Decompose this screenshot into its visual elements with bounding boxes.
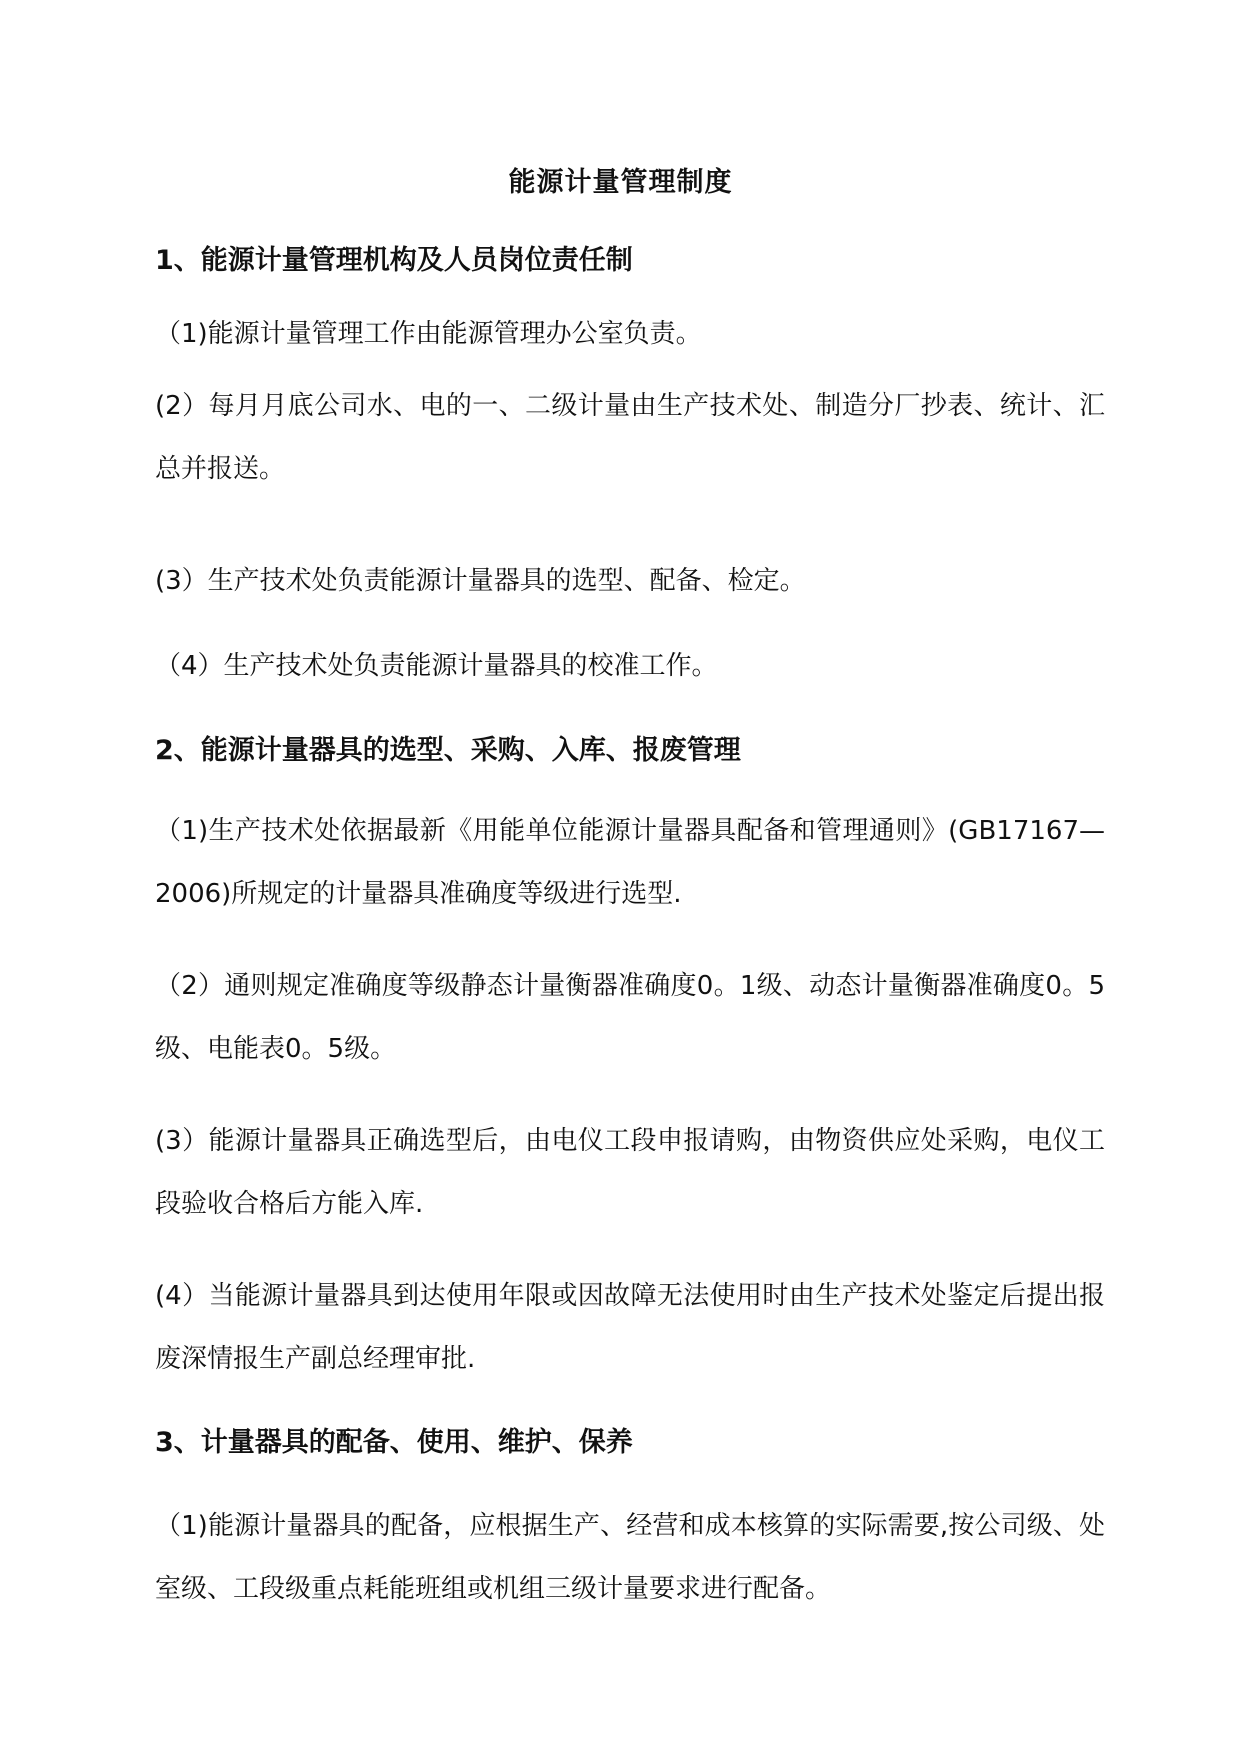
section-2-item-1-text: （1)生产技术处依据最新《用能单位能源计量器具配备和管理通则》(GB17167—2006)所规定的计量器具准确度等级进行选型.	[155, 816, 1105, 909]
section-3-item-1	[155, 1495, 1105, 1621]
section-2-item-2-text: （2）通则规定准确度等级静态计量衡器准确度0。1级、动态计量衡器准确度0。5级、电能表0。5级。	[155, 971, 1105, 1064]
section-1-heading: 1、能源计量管理机构及人员岗位责任制	[155, 245, 633, 276]
section-3-heading: 3、计量器具的配备、使用、维护、保养	[155, 1427, 633, 1458]
section-2-item-4	[155, 1265, 1105, 1391]
section-2-item-2	[155, 955, 1105, 1081]
section-1-item-2	[155, 375, 1105, 501]
section-3-item-1-text: （1)能源计量器具的配备，应根据生产、经营和成本核算的实际需要,按公司级、处室级、工段级重点耗能班组或机组三级计量要求进行配备。	[155, 1511, 1105, 1604]
section-1-item-4: （4）生产技术处负责能源计量器具的校准工作。	[155, 651, 718, 681]
document-title: 能源计量管理制度	[508, 167, 733, 198]
section-1-item-3: (3）生产技术处负责能源计量器具的选型、配备、检定。	[155, 566, 806, 596]
section-1-item-2-text: (2）每月月底公司水、电的一、二级计量由生产技术处、制造分厂抄表、统计、汇总并报送。	[155, 391, 1105, 484]
section-2-heading: 2、能源计量器具的选型、采购、入库、报废管理	[155, 735, 741, 766]
section-2-item-3	[155, 1110, 1105, 1236]
section-1-item-1: （1)能源计量管理工作由能源管理办公室负责。	[155, 319, 702, 349]
section-2-item-4-text: (4）当能源计量器具到达使用年限或因故障无法使用时由生产技术处鉴定后提出报废深情报生产副总经理审批.	[155, 1281, 1105, 1374]
section-2-item-1	[155, 800, 1105, 926]
section-2-item-3-text: (3）能源计量器具正确选型后，由电仪工段申报请购，由物资供应处采购，电仪工段验收合格后方能入库.	[155, 1126, 1105, 1219]
